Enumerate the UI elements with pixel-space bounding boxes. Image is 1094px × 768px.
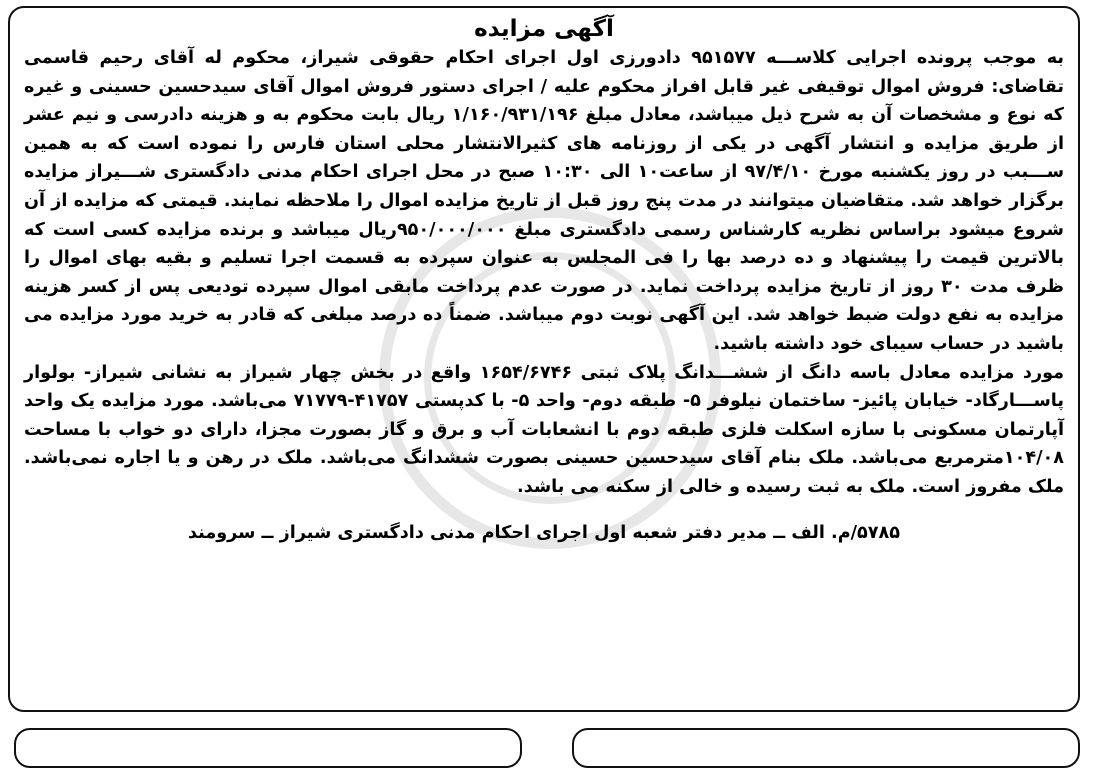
next-notice-frame-right (572, 728, 1080, 768)
notice-title: آگهی مزایده (474, 16, 614, 42)
notice-paragraph-2: مورد مزایده معادل باسه دانگ از ششـــدانگ پلاک ثبتی ۱۶۵۴/۶۷۴۶ واقع در بخش چهار شیراز به نشانی شیراز- بولوار پاســـارگاد- خیابان پائیز- ساختمان نیلوفر ۵- طبقه دوم- واحد ۵- با کدپستی ۴۱۷۵۷-۷۱۷۷۹ می‌باشد. مورد مزایده یک واحد آپارتمان مسکونی با سازه اسکلت فلزی طبقه دوم با انشعابات آب و برق و گاز بصورت مجزا، دارای دو خواب با مساحت ۱۰۴/۰۸مترمربع می‌باشد. ملک بنام آقای سیدحسین حسینی بصورت ششدانگ می‌باشد. ملک در رهن و یا اجاره نمی‌باشد. ملک مفروز است. ملک به ثبت رسیده و خالی از سکنه می باشد. (24, 362, 1064, 497)
auction-notice (8, 6, 1080, 712)
notice-paragraph-1: به موجب پرونده اجرایی کلاســـه ۹۵۱۵۷۷ دادورزی اول اجرای احکام حقوقی شیراز، محکوم له آقای رحیم قاسمی تقاضای: فروش اموال توقیفی غیر قابل افراز محکوم علیه / اجرای دستور فروش اموال آقای سیدحسین حسینی و غیره که نوع و مشخصات آن به شرح ذیل میباشد، معادل مبلغ ۱/۱۶۰/۹۳۱/۱۹۶ ریال بابت محکوم به و هزینه دادرسی و نیم عشر از طریق مزایده و انتشار آگهی در یکی از روزنامه های کثیرالانتشار محلی استان فارس را نموده است که به همین ســـبب در روز یکشنبه مورخ ۹۷/۴/۱۰ از ساعت۱۰ الی ۱۰:۳۰ صبح در محل اجرای احکام مدنی دادگستری شـــیراز مزایده برگزار خواهد شد. متقاضیان میتوانند در مدت پنج روز قبل از تاریخ مزایده اموال را ملاحظه نمایند. قیمتی که مزایده از آن شروع میشود براساس نظریه کارشناس رسمی دادگستری مبلغ ۹۵۰/۰۰۰/۰۰۰ریال میباشد و برنده مزایده کسی است که بالاترین قیمت را پیشنهاد و ده درصد بها را فی المجلس به عنوان سپرده به قسمت اجرا تسلیم و بقیه بهای اموال را ظرف مدت ۳۰ روز از تاریخ مزایده پرداخت نماید. در صورت عدم پرداخت مابقی اموال سپرده تودیعی پس از کسر هزینه مزایده به نفع دولت ضبط خواهد شد. این آگهی نوبت دوم میباشد. ضمناً ده درصد مبلغی که قادر به خرید مورد مزایده می باشید در حساب سیبای خود داشته باشید. (24, 48, 1064, 354)
notice-signature: ۵۷۸۵/م. الف ــ مدیر دفتر شعبه اول اجرای احکام مدنی دادگستری شیراز ــ سرومند (187, 522, 901, 543)
next-notice-frame-left (14, 728, 522, 768)
notice-body (24, 44, 1064, 502)
